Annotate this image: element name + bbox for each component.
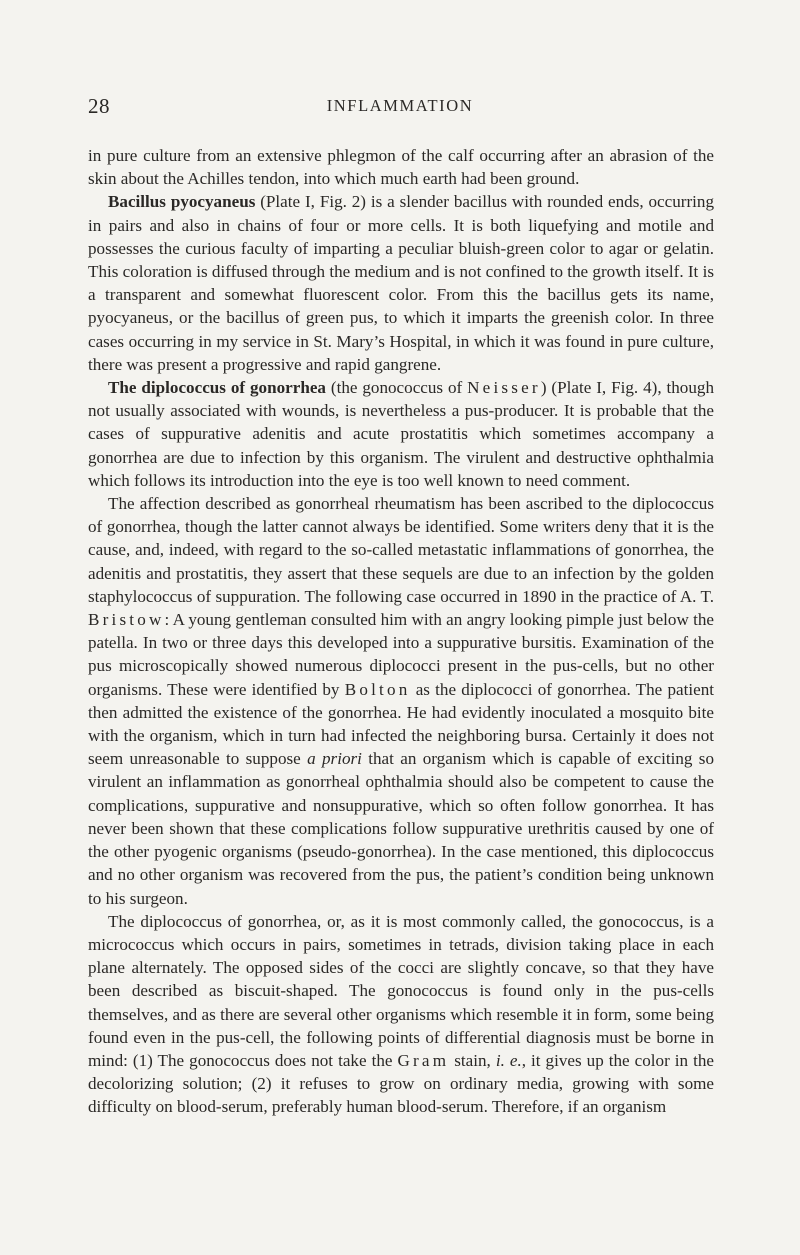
paragraph-2 [88,190,714,376]
paragraph-4-text-a: The affection described as gonorrheal rheumatism has been ascribed to the diplococcus of gonorrhea, though the latter cannot always be identified. Some writers deny that it is the cause, and, indeed, with regard to the so-called metastatic inflammations of gonorrhea, the adenitis and prostatitis, they assert that these sequels are due to an infection by the golden staphylococcus of suppuration. The following case occurred in 1890 in the practice of A. T. [88,494,714,606]
paragraph-5 [88,910,714,1119]
body-text [88,144,714,1119]
paragraph-5-italic: i. e. [495,1050,522,1070]
paragraph-5-text-c: , it gives up the color in the decolorizing solution; (2) it refuses to grow on ordinary media, growing with some difficulty on blood-serum, preferably human blood-serum. Therefore, if an organism [88,1050,715,1117]
paragraph-2-lead: Bacillus pyocyaneus [108,192,256,212]
author-name-bolton: Bolton [344,679,411,699]
author-name-gram: Gram [397,1050,450,1070]
paragraph-2-text: (Plate I, Fig. 2) is a slender bacillus with rounded ends, occurring in pairs and also in chains of four or more cells. It is both liquefying and motile and possesses the curious faculty of imparting a peculiar bluish-green color to agar or gelatin. This coloration is diffused through the medium and is not confined to the growth itself. It is a transparent and somewhat fluorescent color. From this the bacillus gets its name, pyocyaneus, or the bacillus of green pus, to which it imparts the greenish color. In three cases occurring in my service in St. Mary’s Hospital, in which it was found in pure culture, there was present a progressive and rapid gangrene. [88,192,714,374]
author-name-neisser: Neisser [467,378,541,398]
paragraph-4-italic: a priori [307,749,362,769]
paragraph-4-text-d: that an organism which is capable of exciting so virulent an inflammation as gonorrheal ophthalmia should also be competent to cause the complications, suppurative and nonsuppurative, which so often follow gonorrhea. It has never been shown that these complications follow suppurative urethritis caused by one of the other pyogenic organisms (pseudo-gonorrhea). In the case mentioned, this diplococcus and no other organism was recovered from the pus, the patient’s condition being unknown to his surgeon. [88,749,714,908]
paragraph-1-text: in pure culture from an extensive phlegmon of the calf occurring after an abrasion of the skin about the Achilles tendon, into which much earth had been ground. [88,146,714,189]
running-head [88,94,712,124]
chapter-title: INFLAMMATION [326,96,474,115]
paragraph-3-lead: The diplococcus of gonorrhea [108,378,326,398]
paragraph-4-text-c: as the diplococci of gonorrhea. The patient then admitted the existence of the gonorrhea. He had evidently inoculated a mosquito bite with the organism, which in turn had infected the neighboring bursa. Certainly it does not seem unreasonable to suppose [88,679,714,769]
paragraph-3 [88,376,714,492]
paragraph-5-text-a: The diplococcus of gonorrhea, or, as it is most commonly called, the gonococcus, is a micrococcus which occurs in pairs, sometimes in tetrads, division taking place in each plane alternately. The opposed sides of the cocci are slightly concave, so that they have been described as biscuit-shaped. The gonococcus is found only in the pus-cells themselves, and as there are several other organisms which resemble it in form, some being found even in the pus-cell, the following points of differential diagnosis must be borne in mind: (1) The gonococcus does not take the [88,911,714,1070]
paragraph-3-text-a: (the gonococcus of [325,378,468,398]
author-name-bristow: Bristow [88,610,165,630]
paragraph-5-text-b: stain, [449,1050,496,1070]
page-number: 28 [88,94,110,118]
paragraph-4-text-b: : A young gentleman consulted him with an angry looking pimple just below the patella. In two or three days this developed into a suppurative bursitis. Examination of the pus microscopically showed numerous diplococci present in the pus-cells, but no other organisms. These were identified by [88,610,714,699]
paragraph-4 [88,492,714,910]
paragraph-3-text-b: ) (Plate I, Fig. 4), though not usually associated with wounds, is nevertheless a pus-producer. It is probable that the cases of suppurative adenitis and acute prostatitis which sometimes accompany a gonorrhea are due to infection by this organism. The virulent and destructive ophthalmia which follows its introduction into the eye is too well known to need comment. [88,378,714,490]
paragraph-1 [88,144,714,190]
